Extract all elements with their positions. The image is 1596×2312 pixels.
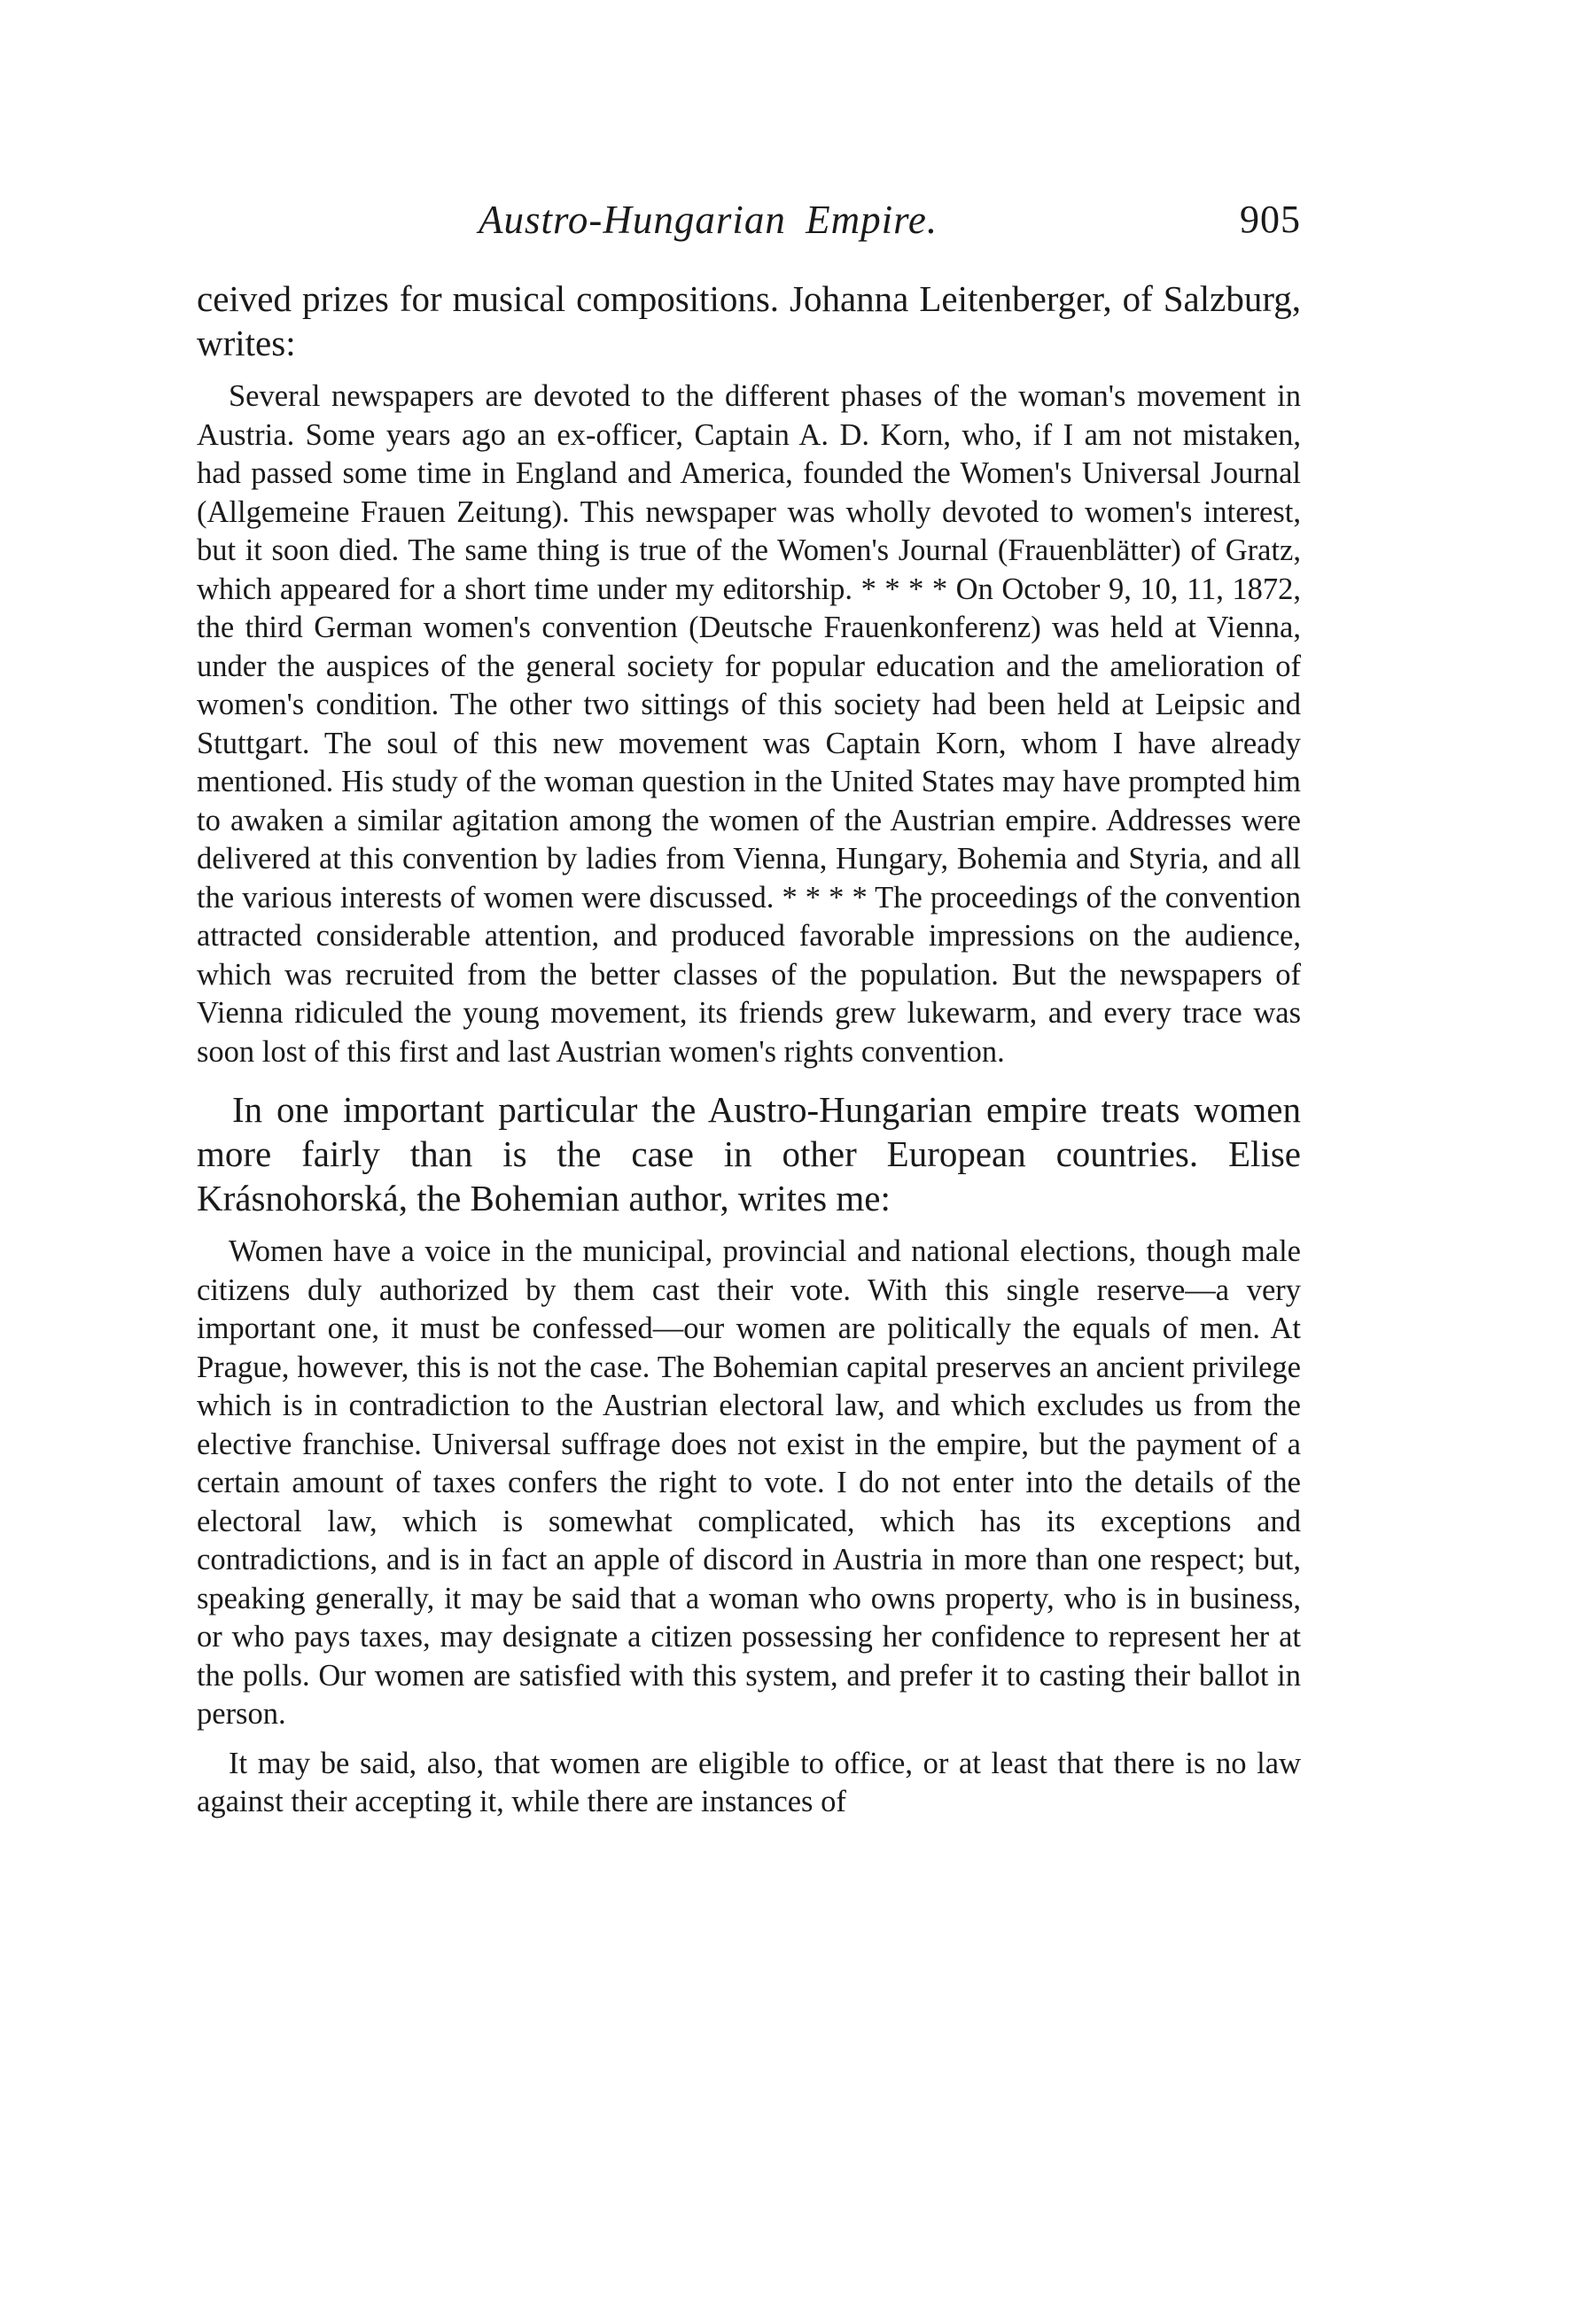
page-number: 905 [1240,198,1301,241]
page-header [197,197,1301,250]
paragraph-intro: ceived prizes for musical compositions. Johanna Leitenberger, of Salzburg, writes: [197,278,1301,363]
running-title: Austro-Hungarian Empire. [479,198,938,242]
quotation-krasnohorska: Women have a voice in the municipal, provincial and national elections, though male citizens duly authorized by them cast their vote. With this single reserve—a very important one, it must be confessed—our women are politically the equals of men. At Prague, however, this is not the case. The Bohemian capital preserves an ancient privilege which is in contradiction to the Austrian electoral law, and which excludes us from the elective franchise. Universal suffrage does not exist in the empire, but the payment of a certain amount of taxes confers the right to vote. I do not enter into the details of the electoral law, which is somewhat complicated, which has its exceptions and contradictions, and is in fact an apple of discord in Austria in more than one respect; but, speaking generally, it may be said that a woman who owns property, who is in business, or who pays taxes, may designate a citizen possessing her confidence to represent her at the polls. Our women are satisfied with this system, and prefer it to casting their ballot in person. [197,1234,1301,1731]
quotation-continuation: It may be said, also, that women are eligible to office, or at least that there is no law against their accepting it, while there are instances of [197,1746,1301,1818]
quotation-leitenberger: Several newspapers are devoted to the different phases of the woman's movement in Austria. Some years ago an ex-officer, Captain A. D. Korn, who, if I am not mistaken, had passed some time in England and America, founded the Women's Universal Journal (Allgemeine Frauen Zeitung). This newspaper was wholly devoted to women's interest, but it soon died. The same thing is true of the Women's Journal (Frauenblätter) of Gratz, which appeared for a short time under my editorship. * * * * On October 9, 10, 11, 1872, the third German women's convention (Deutsche Frauenkonferenz) was held at Vienna, under the auspices of the general society for popular education and the amelioration of women's condition. The other two sittings of this society had been held at Leipsic and Stuttgart. The soul of this new movement was Captain Korn, whom I have already mentioned. His study of the woman question in the United States may have prompted him to awaken a similar agitation among the women of the Austrian empire. Addresses were delivered at this convention by ladies from Vienna, Hungary, Bohemia and Styria, and all the various interests of women were discussed. * * * * The proceedings of the convention attracted considerable attention, and produced favorable impressions on the audience, which was recruited from the better classes of the population. But the newspapers of Vienna ridiculed the young movement, its friends grew lukewarm, and every trace was soon lost of this first and last Austrian women's rights convention. [197,379,1301,1069]
page-body [197,276,1301,1822]
paragraph-franchise: In one important particular the Austro-Hungarian empire treats women more fairly than is the case in other European countries. Elise Krásnohorská, the Bohemian author, writes me: [197,1089,1301,1218]
